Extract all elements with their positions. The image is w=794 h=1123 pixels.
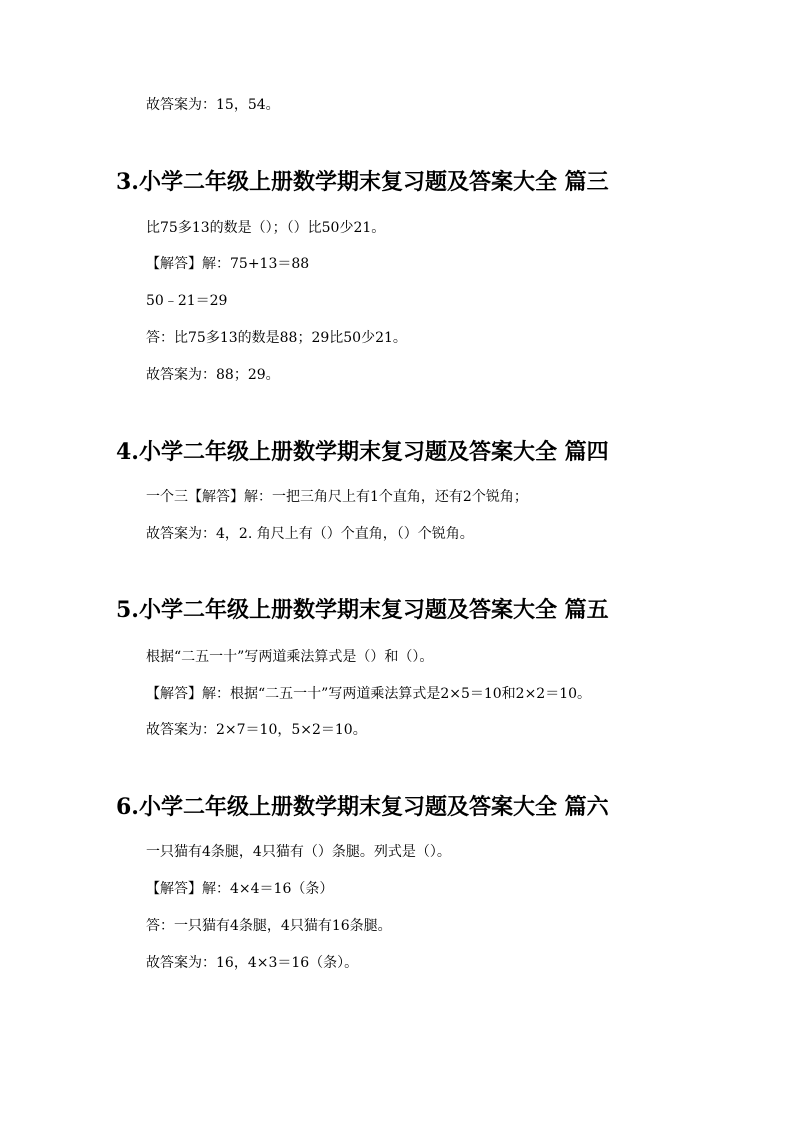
section-3-line-5: 故答案为：88；29。 — [146, 367, 280, 383]
section-5-line-1: 根据“二五一十”写两道乘法算式是（）和（）。 — [146, 649, 434, 665]
section-3-heading: 3.小学二年级上册数学期末复习题及答案大全 篇三 — [116, 169, 609, 195]
section-3-line-3: 50﹣21＝29 — [146, 293, 228, 309]
section-5-line-3: 故答案为：2×7＝10，5×2＝10。 — [146, 722, 367, 738]
section-6-heading: 6.小学二年级上册数学期末复习题及答案大全 篇六 — [116, 794, 609, 820]
section-6-line-3: 答：一只猫有4条腿，4只猫有16条腿。 — [146, 918, 392, 934]
section-3-line-2: 【解答】解：75+13＝88 — [146, 256, 310, 272]
section-6-line-4: 故答案为：16，4×3＝16（条）。 — [146, 955, 359, 971]
section-6-line-1: 一只猫有4条腿，4只猫有（）条腿。列式是（）。 — [146, 844, 451, 860]
section-4-line-2: 故答案为：4，2. 角尺上有（）个直角，（）个锐角。 — [146, 526, 474, 542]
section-3-line-4: 答：比75多13的数是88；29比50少21。 — [146, 330, 407, 346]
section-3-line-1: 比75多13的数是（）；（）比50少21。 — [146, 220, 386, 236]
section-6-line-2: 【解答】解：4×4＝16（条） — [146, 881, 334, 897]
section-5-line-2: 【解答】解：根据“二五一十”写两道乘法算式是2×5＝10和2×2＝10。 — [146, 686, 592, 702]
section-4-line-1: 一个三【解答】解：一把三角尺上有1个直角，还有2个锐角； — [146, 489, 528, 505]
section-4-heading: 4.小学二年级上册数学期末复习题及答案大全 篇四 — [116, 439, 609, 465]
intro-answer-line: 故答案为：15，54。 — [146, 97, 280, 113]
section-5-heading: 5.小学二年级上册数学期末复习题及答案大全 篇五 — [116, 597, 609, 623]
